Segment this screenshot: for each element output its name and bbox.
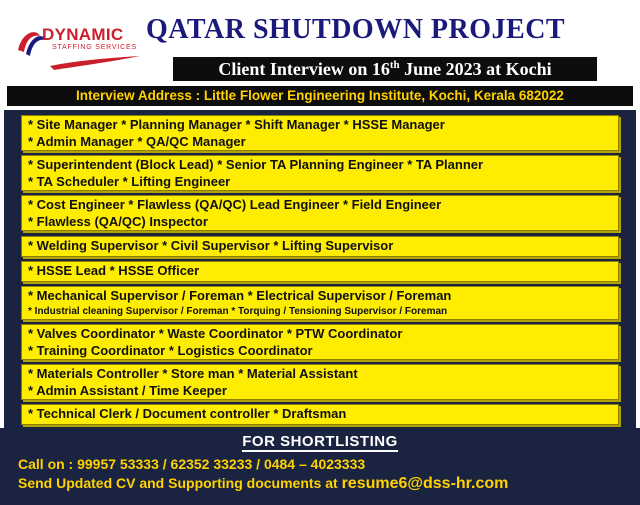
interview-text-post: June 2023 at Kochi: [399, 59, 552, 79]
position-group-4: [21, 236, 619, 257]
phone-numbers: Call on : 99957 53333 / 62352 33233 / 0484 – 4023333: [18, 456, 366, 472]
email-address[interactable]: resume6@dss-hr.com: [341, 475, 509, 492]
position-line: * Cost Engineer * Flawless (QA/QC) Lead Engineer * Field Engineer: [28, 197, 442, 212]
page-title: QATAR SHUTDOWN PROJECT: [146, 14, 566, 45]
position-group-9: [21, 404, 619, 425]
interview-date-banner: [172, 56, 598, 82]
cv-instructions: [18, 475, 508, 493]
brand-tagline: STAFFING SERVICES: [52, 44, 137, 51]
position-group-3: [21, 195, 619, 231]
position-line: * Admin Manager * QA/QC Manager: [28, 134, 246, 149]
position-group-2: [21, 155, 619, 191]
position-line: * Welding Supervisor * Civil Supervisor * Lifting Supervisor: [28, 238, 394, 253]
position-group-5: [21, 261, 619, 282]
interview-text-pre: Client Interview on 16: [218, 59, 390, 79]
company-logo: [10, 22, 142, 72]
shortlisting-heading-text: FOR SHORTLISTING: [242, 433, 398, 450]
position-line: * Materials Controller * Store man * Material Assistant: [28, 366, 358, 381]
brand-name: DYNAMIC: [42, 25, 124, 44]
interview-address: Interview Address : Little Flower Engineering Institute, Kochi, Kerala 682022: [6, 85, 634, 107]
contact-footer: [0, 428, 640, 505]
position-line: * Technical Clerk / Document controller * Draftsman: [28, 406, 347, 421]
position-line: * HSSE Lead * HSSE Officer: [28, 263, 200, 278]
position-line: * Admin Assistant / Time Keeper: [28, 383, 227, 398]
position-line: * Site Manager * Planning Manager * Shift Manager * HSSE Manager: [28, 117, 445, 132]
shortlisting-heading: [0, 433, 640, 450]
interview-text-sup: th: [389, 59, 400, 71]
position-group-8: [21, 364, 619, 400]
position-group-1: [21, 115, 619, 151]
position-group-7: [21, 324, 619, 360]
position-group-6: [21, 286, 619, 320]
position-line: * Flawless (QA/QC) Inspector: [28, 214, 208, 229]
position-line: * TA Scheduler * Lifting Engineer: [28, 174, 231, 189]
position-line-small: * Industrial cleaning Supervisor / Foreman * Torquing / Tensioning Supervisor / Foreman: [28, 306, 448, 317]
position-line: * Superintendent (Block Lead) * Senior TA Planning Engineer * TA Planner: [28, 157, 484, 172]
position-line: * Valves Coordinator * Waste Coordinator * PTW Coordinator: [28, 326, 403, 341]
position-line: * Mechanical Supervisor / Foreman * Electrical Supervisor / Foreman: [28, 288, 452, 303]
position-line: * Training Coordinator * Logistics Coordinator: [28, 343, 313, 358]
cv-instructions-text: Send Updated CV and Supporting documents at: [18, 475, 342, 491]
